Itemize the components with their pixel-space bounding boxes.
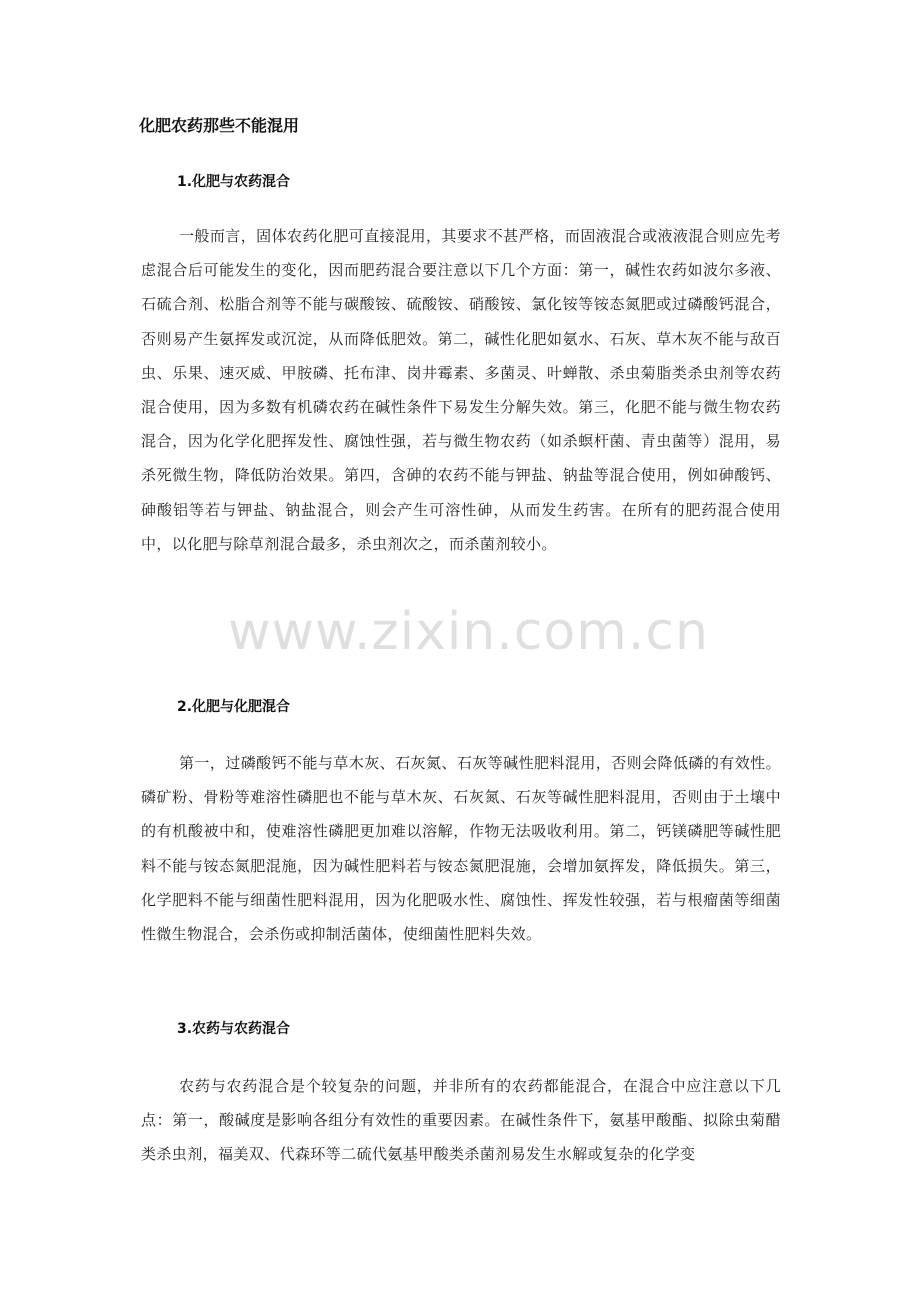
section-heading-3: 3.农药与农药混合 [177, 1021, 291, 1037]
section-body-2: 第一，过磷酸钙不能与草木灰、石灰氮、石灰等碱性肥料混用，否则会降低磷的有效性。磷矿粉、骨粉等难溶性磷肥也不能与草木灰、石灰氮、石灰等碱性肥料混用，否则由于土壤中的有机酸被中和，使难溶性磷肥更加难以溶解，作物无法吸收利用。第二，钙镁磷肥等碱性肥料不能与铵态氮肥混施，因为碱性肥料若与铵态氮肥混施，会增加氨挥发，降低损失。第三，化学肥料不能与细菌性肥料混用，因为化肥吸水性、腐蚀性、挥发性较强，若与根瘤菌等细菌性微生物混合，会杀伤或抑制活菌体，使细菌性肥料失效。 [141, 754, 781, 944]
section-body-3: 农药与农药混合是个较复杂的问题，并非所有的农药都能混合，在混合中应注意以下几点：第一，酸碱度是影响各组分有效性的重要因素。在碱性条件下，氨基甲酸酯、拟除虫菊醋类杀虫剂，福美双、代森环等二硫代氨基甲酸类杀菌剂易发生水解或复杂的化学变 [141, 1077, 781, 1164]
section-body-1: 一般而言，固体农药化肥可直接混用，其要求不甚严格，而固液混合或液液混合则应先考虑混合后可能发生的变化，因而肥药混合要注意以下几个方面：第一，碱性农药如波尔多液、石硫合剂、松脂合剂等不能与碳酸铵、硫酸铵、硝酸铵、氯化铵等铵态氮肥或过磷酸钙混合，否则易产生氨挥发或沉淀，从而降低肥效。第二，碱性化肥如氨水、石灰、草木灰不能与敌百虫、乐果、速灭威、甲胺磷、托布津、岗井霉素、多菌灵、叶蝉散、杀虫菊脂类杀虫剂等农药混合使用，因为多数有机磷农药在碱性条件下易发生分解失效。第三，化肥不能与微生物农药混合，因为化学化肥挥发性、腐蚀性强，若与微生物农药（如杀螟杆菌、青虫菌等）混用，易杀死微生物，降低防治效果。第四，含砷的农药不能与钾盐、钠盐等混合使用，例如砷酸钙、砷酸铝等若与钾盐、钠盐混合，则会产生可溶性砷，从而发生药害。在所有的肥药混合使用中，以化肥与除草剂混合最多，杀虫剂次之，而杀菌剂较小。 [141, 227, 781, 553]
watermark-text: www.zixin.com.cn [228, 602, 709, 662]
section-heading-1: 1.化肥与农药混合 [177, 174, 291, 190]
document-title: 化肥农药那些不能混用 [139, 116, 300, 135]
section-heading-2: 2.化肥与化肥混合 [177, 699, 291, 715]
